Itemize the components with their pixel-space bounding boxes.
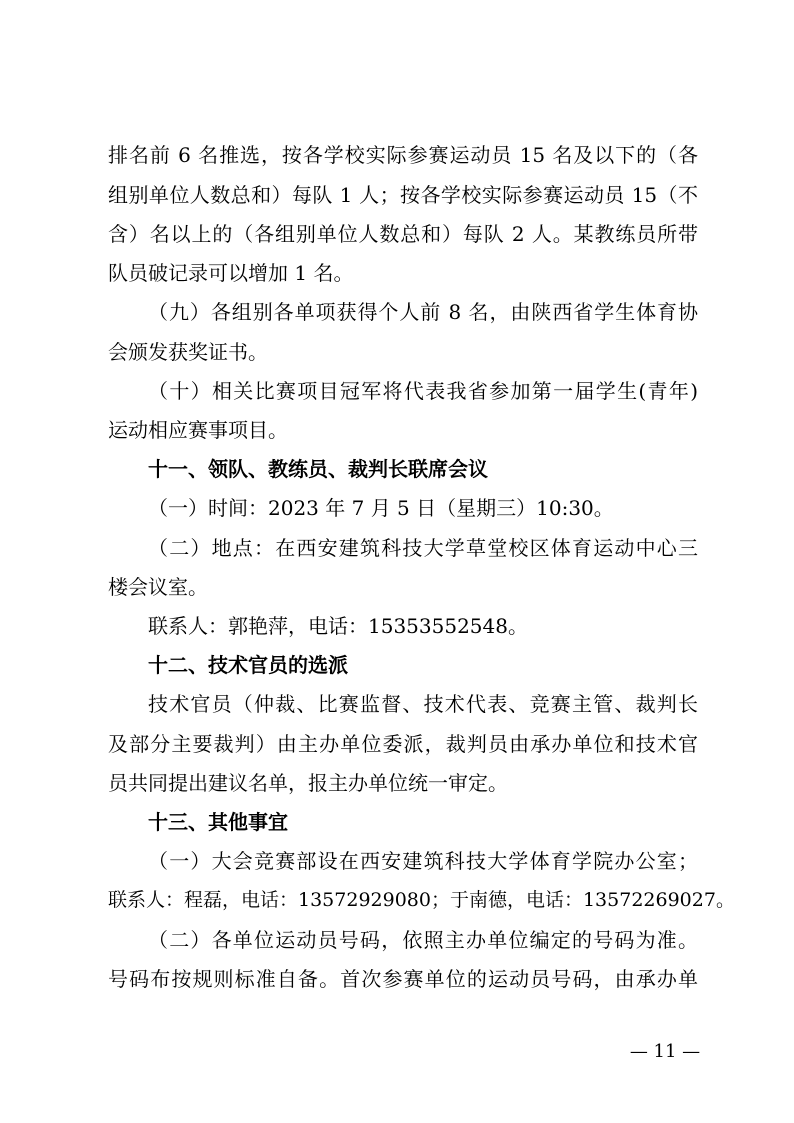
text-line: 技术官员（仲裁、比赛监督、技术代表、竞赛主管、裁判长 <box>148 692 698 716</box>
text-line: 联系人：郭艳萍，电话：15353552548。 <box>148 614 528 638</box>
text-line: 联系人：程磊，电话：13572929080；于南德，电话：13572269027。 <box>108 889 735 911</box>
text-line: 号码布按规则标准自备。首次参赛单位的运动员号码，由承办单 <box>108 967 698 991</box>
text-line: 队员破记录可以增加 1 名。 <box>108 261 354 285</box>
text-line: 楼会议室。 <box>108 575 208 599</box>
text-line: （二）地点：在西安建筑科技大学草堂校区体育运动中心三 <box>148 536 698 560</box>
text-line: （二）各单位运动员号码，依照主办单位编定的号码为准。 <box>148 928 698 952</box>
text-line: （九）各组别各单项获得个人前 8 名，由陕西省学生体育协 <box>148 300 698 324</box>
text-line: （一）大会竞赛部设在西安建筑科技大学体育学院办公室； <box>148 849 698 873</box>
section-heading-11: 十一、领队、教练员、裁判长联席会议 <box>148 457 488 481</box>
text-line: （一）时间：2023 年 7 月 5 日（星期三）10:30。 <box>148 496 614 520</box>
section-heading-12: 十二、技术官员的选派 <box>148 653 348 677</box>
text-line: 排名前 6 名推选，按各学校实际参赛运动员 15 名及以下的（各 <box>108 143 698 167</box>
text-line: 会颁发获奖证书。 <box>108 340 268 364</box>
text-line: （十）相关比赛项目冠军将代表我省参加第一届学生(青年) <box>148 379 698 403</box>
page-number: — 11 — <box>629 1041 701 1062</box>
text-line: 组别单位人数总和）每队 1 人；按各学校实际参赛运动员 15（不 <box>108 183 698 207</box>
text-line: 运动相应赛事项目。 <box>108 418 288 442</box>
text-line: 及部分主要裁判）由主办单位委派，裁判员由承办单位和技术官 <box>108 732 698 756</box>
text-line: 员共同提出建议名单，报主办单位统一审定。 <box>108 771 508 795</box>
section-heading-13: 十三、其他事宜 <box>148 810 288 834</box>
text-line: 含）名以上的（各组别单位人数总和）每队 2 人。某教练员所带 <box>108 222 698 246</box>
